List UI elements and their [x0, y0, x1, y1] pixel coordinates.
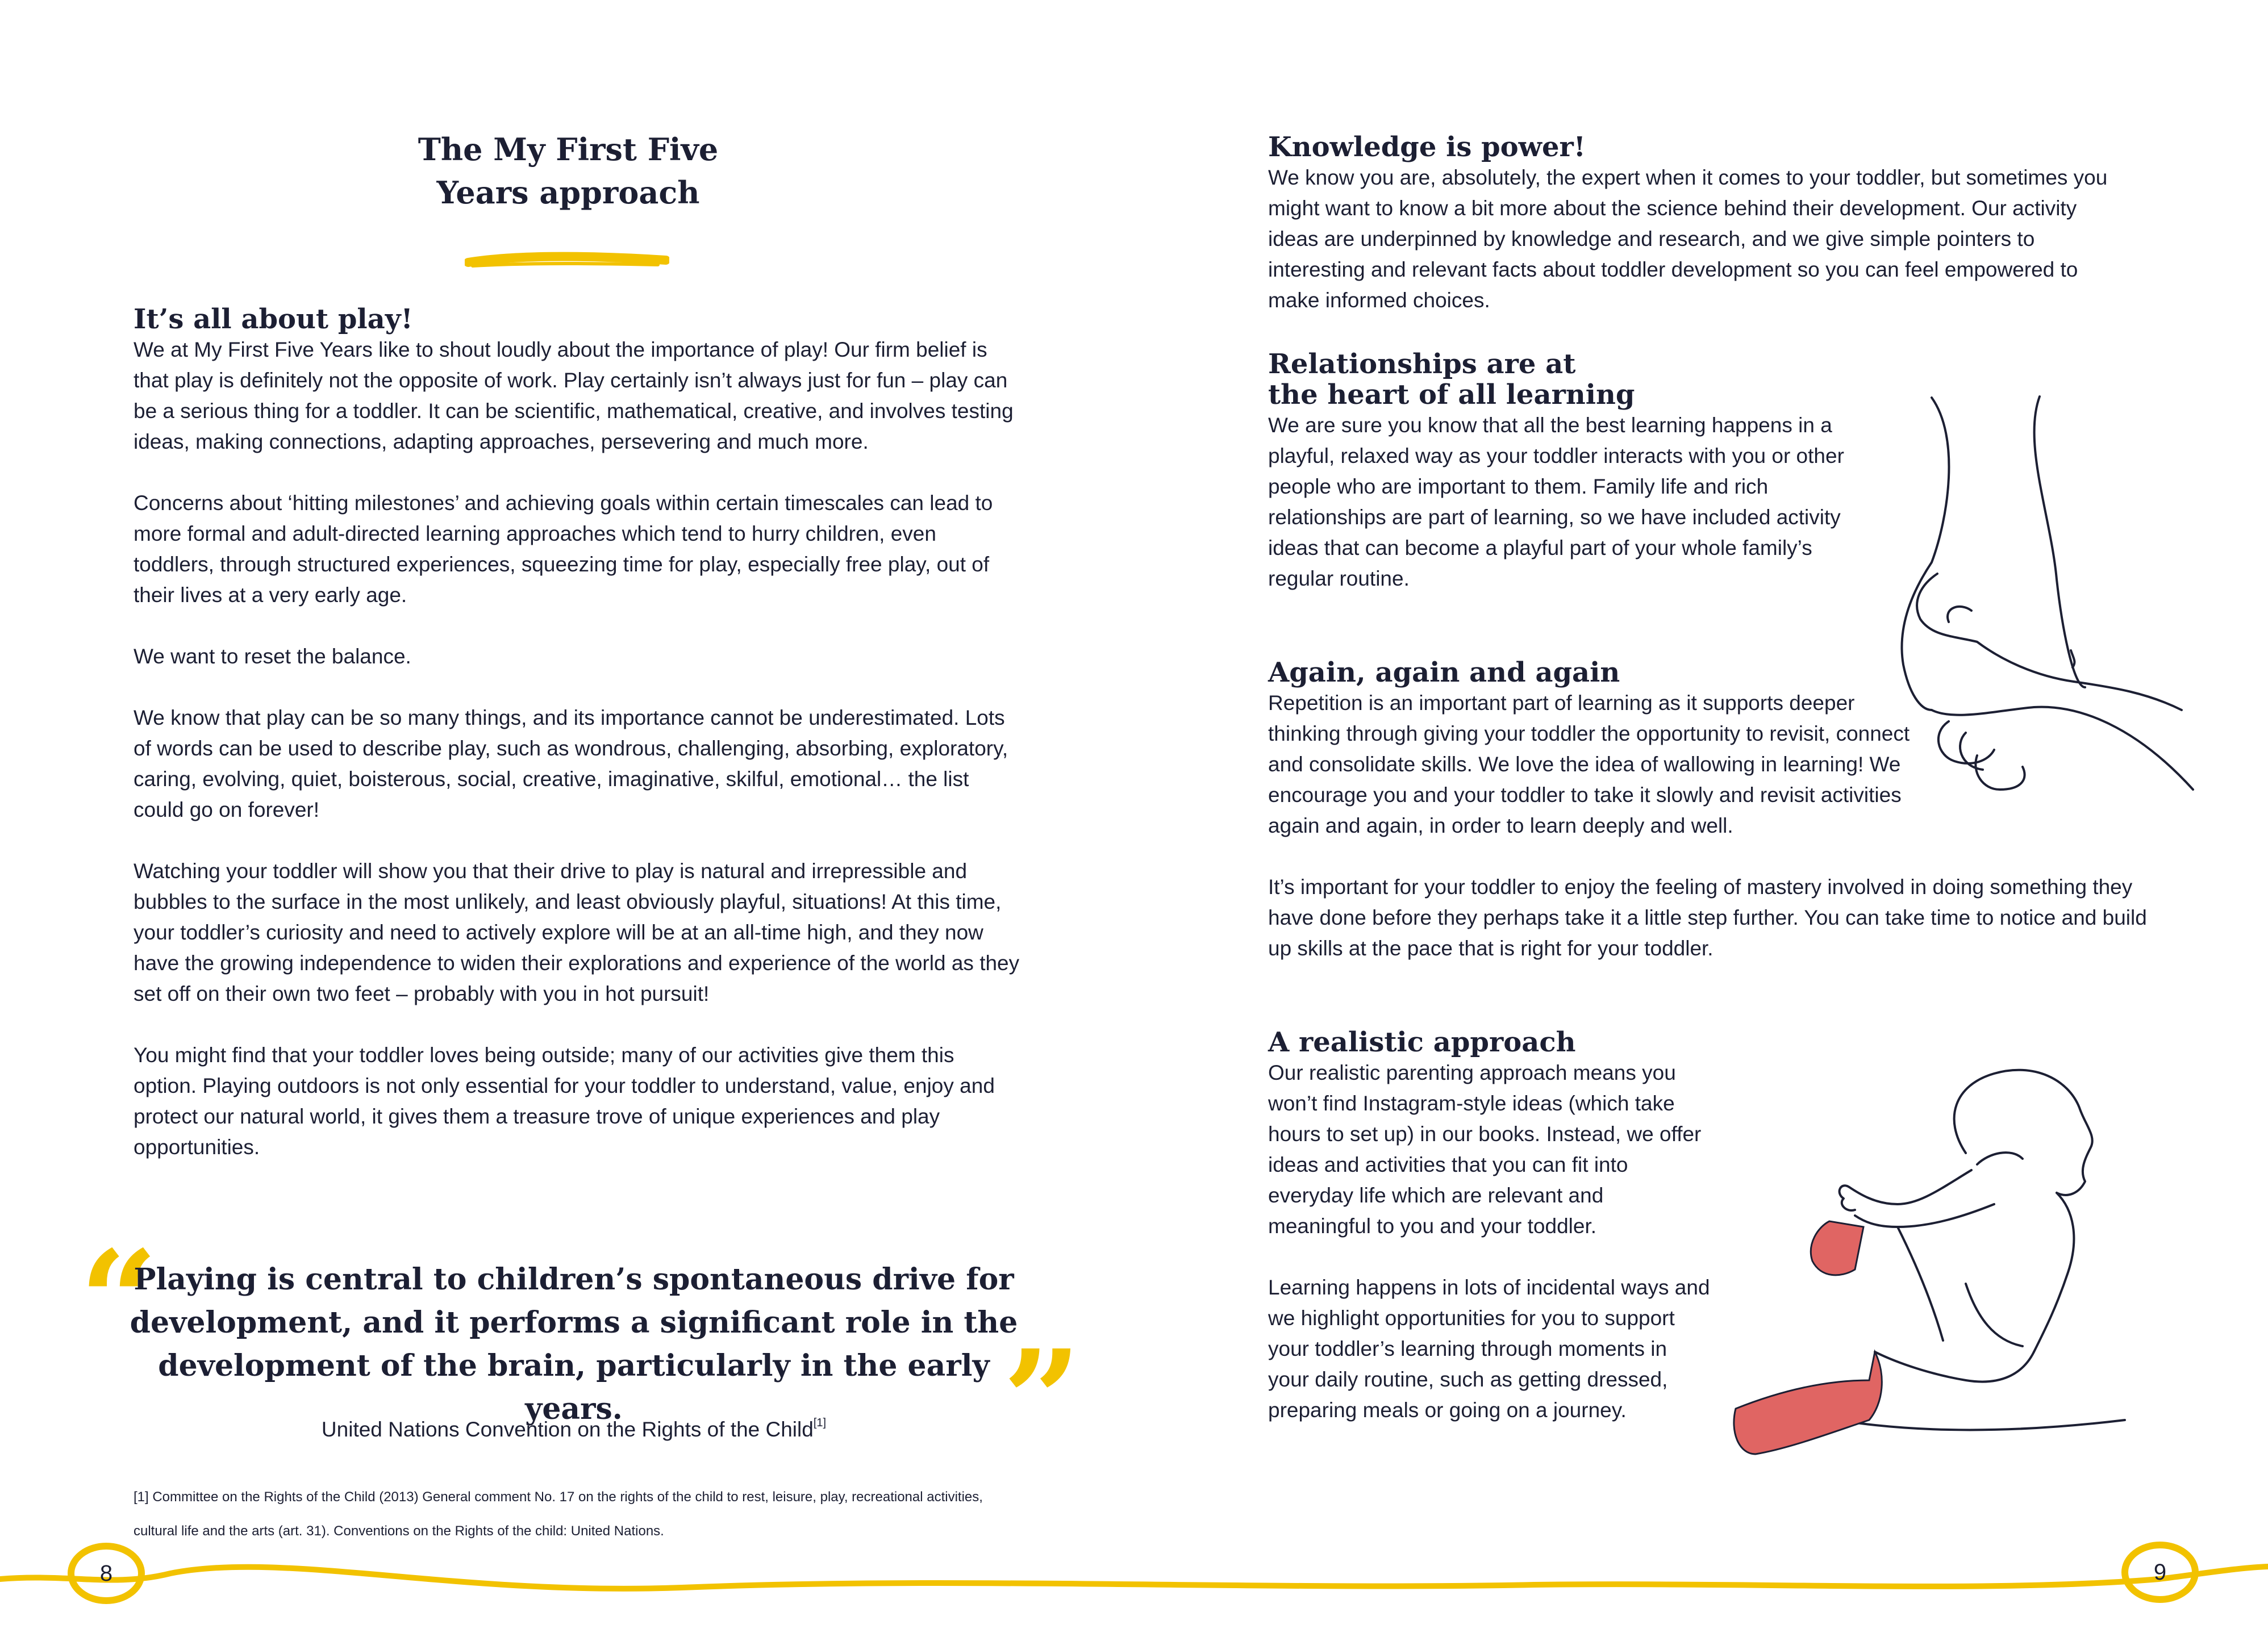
footnote: [1] Committee on the Rights of the Child (2013) General comment No. 17 on the rights of the child to rest, leisure, play, recreational activities, cultural life and the arts (art. 31). Conventions on the Rights of the child: United Nations.: [134, 1489, 983, 1539]
toddler-sock-illustration: [1727, 1056, 2136, 1460]
bottom-wavy-rule: [0, 1534, 2268, 1636]
again-paragraph-1: Repetition is an important part of learning as it supports deeper thinking through giving your toddler the opportunity to revisit, connect and consolidate skills. We love the idea of wallowing in learning! We encourage you and your toddler to take it slowly and revisit activities again and again, in order to learn deeply and well.: [1268, 691, 1910, 837]
title-underline-brushstroke: [465, 250, 669, 273]
page-number-right: 9: [2153, 1560, 2167, 1585]
section-relationships: [1268, 349, 1870, 594]
page-title-line-2: Years approach: [436, 174, 700, 211]
again-paragraph-2: It’s important for your toddler to enjoy the feeling of mastery involved in doing something they have done before they perhaps take it a little step further. You can take time to notice and build up skills at the pace that is right for your toddler.: [1268, 875, 2147, 960]
play-paragraph-2: Concerns about ‘hitting milestones’ and achieving goals within certain timescales can lead to more formal and adult-directed learning approaches which tend to hurry children, even toddlers, through structured experiences, squeezing time for play, especially free play, out of their lives at a very early age.: [134, 491, 993, 607]
open-quote-mark: “: [80, 1221, 159, 1381]
relationships-heading-line-1: Relationships are at: [1268, 348, 1576, 380]
play-paragraph-1: We at My First Five Years like to shout loudly about the importance of play! Our firm belief is that play is definitely not the opposite of work. Play certainly isn’t always just for fun – play can be a serious thing for a toddler. It can be scientific, mathematical, creative, and involves testing ideas, making connections, adapting approaches, persevering and much more.: [134, 338, 1014, 453]
realistic-paragraph-2: Learning happens in lots of incidental ways and we highlight opportunities for you to support your toddler’s learning through moments in your daily routine, such as getting dressed, preparing meals or going on a journey.: [1268, 1276, 1710, 1422]
hands-line-illustration: [1886, 392, 2204, 852]
section-knowledge: [1268, 132, 2132, 316]
relationships-heading-line-2: the heart of all learning: [1268, 379, 1635, 411]
quote-source-text: United Nations Convention on the Rights of the Child: [321, 1418, 814, 1441]
section-heading-play: It’s all about play!: [134, 303, 413, 335]
section-heading-relationships: [1268, 349, 1870, 410]
page-number-left: 8: [99, 1561, 113, 1586]
section-heading-knowledge: Knowledge is power!: [1268, 131, 1586, 163]
realistic-paragraph-1: Our realistic parenting approach means you won’t find Instagram-style ideas (which take hours to set up) in our books. Instead, we offer ideas and activities that you can fit into everyday life which are relevant and meaningful to you and your toddler.: [1268, 1061, 1702, 1238]
section-heading-realistic: A realistic approach: [1268, 1026, 1576, 1058]
section-heading-again: Again, again and again: [1268, 657, 1620, 688]
play-paragraph-6: You might find that your toddler loves being outside; many of our activities give them this option. Playing outdoors is not only essential for your toddler to understand, value, enjoy and protect our natural world, it gives them a treasure trove of unique experiences and play opportunities.: [134, 1043, 995, 1159]
close-quote-mark: ”: [1003, 1320, 1082, 1480]
play-paragraph-4: We know that play can be so many things, and its importance cannot be underestimated. Lots of words can be used to describe play, such as wondrous, challenging, absorbing, exploratory, caring, evolving, quiet, boisterous, social, creative, imaginative, skilful, emotional… the list could go on forever!: [134, 706, 1008, 821]
section-play: [134, 304, 1020, 1163]
pull-quote: Playing is central to children’s spontaneous drive for development, and it performs a significant role in the development of the brain, particularly in the early years.: [130, 1262, 1018, 1426]
play-paragraph-5: Watching your toddler will show you that their drive to play is natural and irrepressible and bubbles to the surface in the most unlikely, and least obviously playful, situations! At this time, your toddler’s curiosity and need to actively explore will be at an all-time high, and they now have the growing independence to widen their explorations and experience of the world as they set off on their own two feet – probably with you in hot pursuit!: [134, 859, 1020, 1005]
page-title: [341, 128, 795, 214]
quote-source: [122, 1408, 1025, 1445]
relationships-paragraph-1: We are sure you know that all the best learning happens in a playful, relaxed way as your toddler interacts with you or other people who are important to them. Family life and rich relationships are part of learning, so we have included activity ideas that can become a playful part of your whole family’s regular routine.: [1268, 414, 1844, 590]
knowledge-paragraph-1: We know you are, absolutely, the expert when it comes to your toddler, but sometimes you might want to know a bit more about the science behind their development. Our activity ideas are underpinned by knowledge and research, and we give simple pointers to interesting and relevant facts about toddler development so you can feel empowered to make informed choices.: [1268, 166, 2108, 312]
section-realistic: [1268, 1027, 1711, 1426]
page-title-line-1: The My First Five: [418, 131, 719, 168]
play-paragraph-3: We want to reset the balance.: [134, 645, 411, 668]
quote-footnote-ref: [1]: [813, 1417, 827, 1429]
